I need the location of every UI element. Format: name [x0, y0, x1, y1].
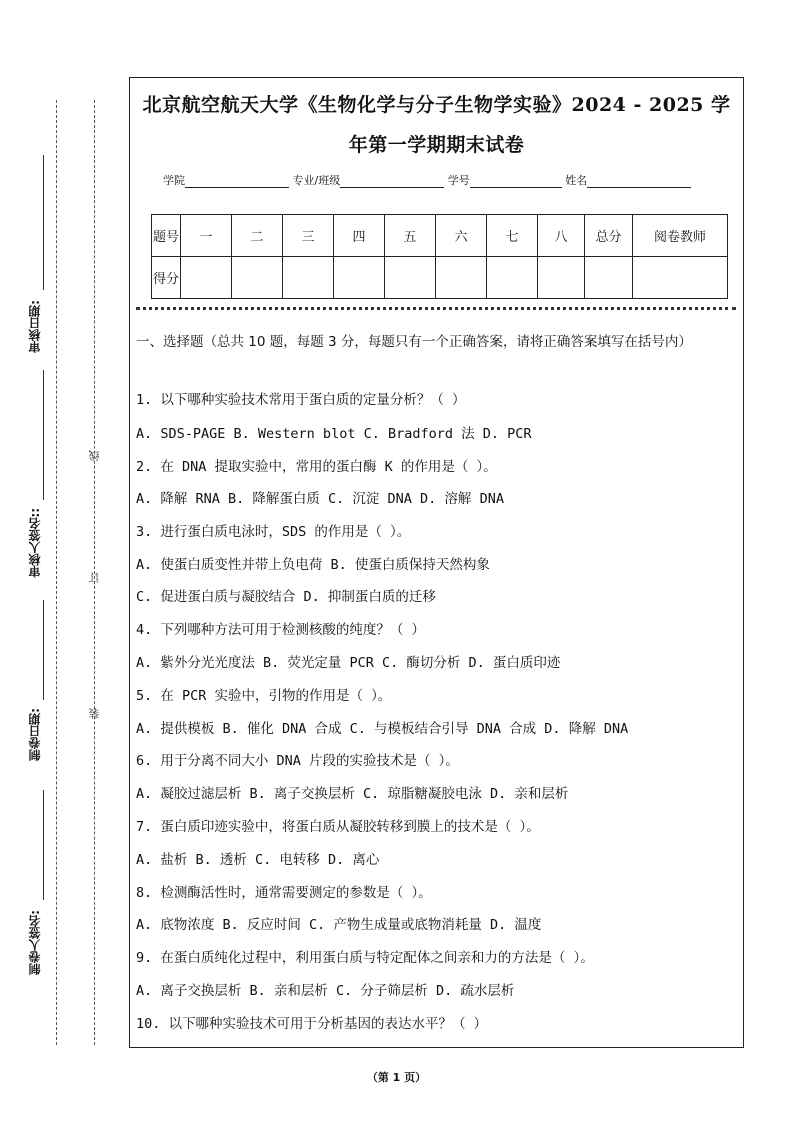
- cut-mark-ding: 订: [88, 572, 101, 583]
- score-cell-4[interactable]: [334, 257, 385, 299]
- question-7-options: A. 盐析 B. 透析 C. 电转移 D. 离心: [136, 852, 380, 868]
- question-5-options: A. 提供模板 B. 催化 DNA 合成 C. 与模板结合引导 DNA 合成 D. 降解 DNA: [136, 721, 629, 737]
- header-col-8: 八: [538, 215, 585, 257]
- major-label: 专业/班级: [292, 174, 341, 187]
- maker-date-label: 制卷日期:: [28, 708, 42, 761]
- maker-date-line: [43, 600, 44, 700]
- question-1-options: A. SDS-PAGE B. Western blot C. Bradford 法 D. PCR: [136, 426, 532, 442]
- score-cell-total[interactable]: [585, 257, 633, 299]
- question-9-options: A. 离子交换层析 B. 亲和层析 C. 分子筛层析 D. 疏水层析: [136, 983, 515, 999]
- maker-sign-line: [43, 790, 44, 900]
- score-table: [151, 214, 728, 299]
- question-2-options: A. 降解 RNA B. 降解蛋白质 C. 沉淀 DNA D. 溶解 DNA: [136, 491, 504, 507]
- question-8-options: A. 底物浓度 B. 反应时间 C. 产物生成量或底物消耗量 D. 温度: [136, 917, 542, 933]
- question-4-options: A. 紫外分光光度法 B. 荧光定量 PCR C. 酶切分析 D. 蛋白质印迹: [136, 655, 561, 671]
- student-id-label: 学号: [447, 174, 470, 187]
- score-label: 得分: [152, 257, 181, 299]
- name-field[interactable]: [587, 174, 691, 188]
- question-4: 4. 下列哪种方法可用于检测核酸的纯度？（ ）: [136, 622, 426, 638]
- question-6-options: A. 凝胶过滤层析 B. 离子交换层析 C. 琼脂糖凝胶电泳 D. 亲和层析: [136, 786, 569, 802]
- header-col-6: 六: [436, 215, 487, 257]
- section-1-heading: 一、选择题（总共 10 题，每题 3 分，每题只有一个正确答案，请将正确答案填写在括号内）: [136, 334, 692, 350]
- major-field[interactable]: [340, 174, 444, 188]
- cut-mark-zhuang: 装: [88, 708, 101, 719]
- score-cell-1[interactable]: [181, 257, 232, 299]
- exam-title-line2: 年第一学期期末试卷: [348, 134, 525, 156]
- score-cell-3[interactable]: [283, 257, 334, 299]
- question-7: 7. 蛋白质印迹实验中，将蛋白质从凝胶转移到膜上的技术是（ ）。: [136, 819, 540, 835]
- name-label: 姓名: [565, 174, 588, 187]
- score-cell-5[interactable]: [385, 257, 436, 299]
- question-3: 3. 进行蛋白质电泳时，SDS 的作用是（ ）。: [136, 524, 411, 540]
- question-9: 9. 在蛋白质纯化过程中，利用蛋白质与特定配体之间亲和力的方法是（ ）。: [136, 950, 594, 966]
- score-cell-8[interactable]: [538, 257, 585, 299]
- student-info-row: [163, 172, 723, 188]
- college-field[interactable]: [185, 174, 289, 188]
- score-cell-2[interactable]: [232, 257, 283, 299]
- header-col-total: 总分: [585, 215, 633, 257]
- question-3-options-2: C. 促进蛋白质与凝胶结合 D. 抑制蛋白质的迁移: [136, 589, 436, 605]
- score-value-row: [152, 257, 728, 299]
- question-1: 1. 以下哪种实验技术常用于蛋白质的定量分析？（ ）: [136, 392, 466, 408]
- header-col-grader: 阅卷教师: [633, 215, 728, 257]
- score-cell-grader[interactable]: [633, 257, 728, 299]
- score-header-row: [152, 215, 728, 257]
- margin-dash-left: [56, 100, 57, 1045]
- question-8: 8. 检测酶活性时，通常需要测定的参数是（ ）。: [136, 885, 432, 901]
- reviewer-date-line: [43, 155, 44, 290]
- page-number: （第 1 页）: [366, 1071, 427, 1084]
- header-col-5: 五: [385, 215, 436, 257]
- question-3-options: A. 使蛋白质变性并带上负电荷 B. 使蛋白质保持天然构象: [136, 557, 490, 573]
- reviewer-sign-line: [43, 370, 44, 500]
- section-divider: [136, 307, 736, 310]
- score-cell-6[interactable]: [436, 257, 487, 299]
- score-cell-7[interactable]: [487, 257, 538, 299]
- student-id-field[interactable]: [470, 174, 562, 188]
- question-6: 6. 用于分离不同大小 DNA 片段的实验技术是（ ）。: [136, 753, 459, 769]
- maker-sign-label: 制卷人签名:: [28, 910, 42, 975]
- reviewer-sign-label: 审核人签名::: [28, 508, 42, 578]
- question-5: 5. 在 PCR 实验中，引物的作用是（ ）。: [136, 688, 392, 704]
- college-label: 学院: [163, 174, 185, 187]
- question-2: 2. 在 DNA 提取实验中，常用的蛋白酶 K 的作用是（ ）。: [136, 459, 497, 475]
- header-col-4: 四: [334, 215, 385, 257]
- header-col-1: 一: [181, 215, 232, 257]
- cut-mark-line: 线: [88, 450, 101, 461]
- header-col-7: 七: [487, 215, 538, 257]
- header-col-2: 二: [232, 215, 283, 257]
- question-10: 10. 以下哪种实验技术可用于分析基因的表达水平？（ ）: [136, 1016, 488, 1032]
- header-col-3: 三: [283, 215, 334, 257]
- reviewer-date-label: 审核日期:: [28, 300, 42, 353]
- header-label: 题号: [152, 215, 181, 257]
- exam-title-line1: 北京航空航天大学《生物化学与分子生物学实验》2024 - 2025 学: [142, 94, 731, 116]
